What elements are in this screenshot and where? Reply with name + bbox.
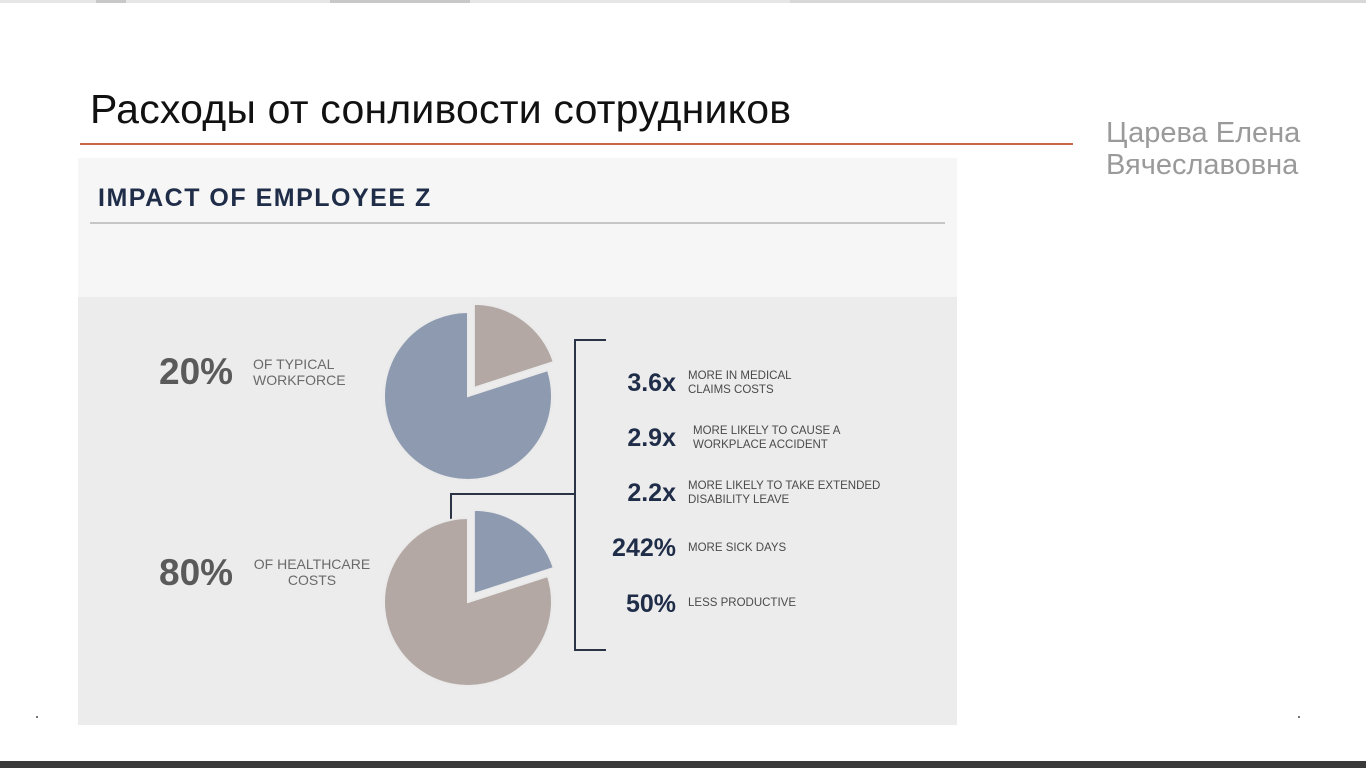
slide-title: Расходы от сонливости сотрудников [90,86,792,132]
multiplier-description [688,479,880,507]
healthcare-label-line2: COSTS [287,572,337,588]
multiplier-value: 2.2x [627,479,676,507]
slide-corner-dot [36,716,38,718]
figure-title: IMPACT OF EMPLOYEE Z [98,184,432,212]
author-name-line1: Царева Елена [1106,117,1301,149]
top-strip-segment [790,0,1366,3]
healthcare-label [250,556,374,588]
bottom-bar [0,761,1366,768]
multiplier-description [688,541,786,555]
author-name [1106,117,1346,181]
multiplier-value: 3.6x [627,369,676,397]
slide-corner-dot [1298,716,1300,718]
multiplier-description-line2: WORKPLACE ACCIDENT [693,439,828,451]
multiplier-description-line1: MORE LIKELY TO CAUSE A [693,425,841,437]
top-strip-segment [96,0,126,3]
top-strip-segment [330,0,470,3]
workforce-label-line1: OF TYPICAL [253,356,335,372]
multiplier-description-line1: LESS PRODUCTIVE [688,597,796,609]
infographic-figure [78,158,957,725]
multiplier-value: 2.9x [627,424,676,452]
title-rule [80,143,1073,145]
multiplier-description-line2: DISABILITY LEAVE [688,494,790,506]
workforce-label [253,356,346,388]
multiplier-description-line1: MORE SICK DAYS [688,542,787,554]
top-strip [0,0,1366,3]
healthcare-percentage: 80% [159,552,234,593]
multiplier-value: 50% [625,590,676,618]
workforce-label-line2: WORKFORCE [253,372,346,388]
multiplier-description [688,369,792,397]
multiplier-description-line1: MORE IN MEDICAL [688,370,792,382]
author-name-line2: Вячеславовна [1106,149,1299,181]
multiplier-description [688,596,796,610]
multiplier-description-line2: CLAIMS COSTS [688,384,774,396]
healthcare-label-line1: OF HEALTHCARE [253,556,371,572]
workforce-percentage: 20% [159,351,234,392]
multiplier-value: 242% [612,534,676,562]
multiplier-description-line1: MORE LIKELY TO TAKE EXTENDED [688,480,881,492]
multiplier-description [693,424,840,452]
